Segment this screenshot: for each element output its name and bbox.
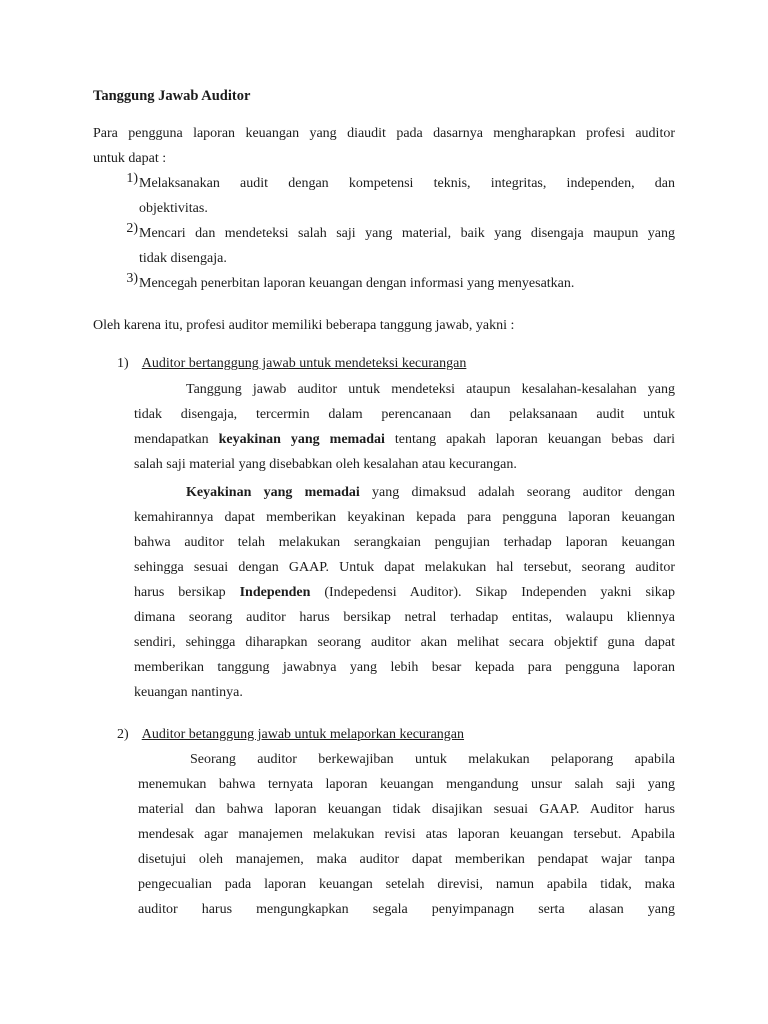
paragraph-line: tidak disengaja, tercermin dalam perencanaan dan pelaksanaan audit untuk [134,407,675,422]
section-title: Auditor bertanggung jawab untuk mendeteksi kecurangan [141,356,467,371]
paragraph-line: mendapatkan keyakinan yang memadai tentang apakah laporan keuangan bebas dari [134,432,675,447]
list-item-line: objektivitas. [139,201,208,216]
paragraph-line: Seorang auditor berkewajiban untuk melakukan pelaporang apabila [190,752,675,767]
paragraph-line: bahwa auditor telah melakukan serangkaian pengujian terhadap laporan keuangan [134,535,675,550]
paragraph-line: sendiri, sehingga diharapkan seorang auditor akan melihat secara objektif guna dapat [134,635,675,650]
paragraph-line: pengecualian pada laporan keuangan setelah direvisi, namun apabila tidak, maka [138,877,675,892]
paragraph-line: sehingga sesuai dengan GAAP. Untuk dapat melakukan hal tersebut, seorang auditor [134,560,675,575]
list-item-line: tidak disengaja. [139,251,227,266]
paragraph-line: material dan bahwa laporan keuangan tidak disajikan sesuai GAAP. Auditor harus [138,802,675,817]
paragraph-line: harus bersikap Independen (Indepedensi Auditor). Sikap Independen yakni sikap [134,585,675,600]
list-number: 2) [126,221,138,236]
paragraph-line: menemukan bahwa ternyata laporan keuangan mengandung unsur salah saji yang [138,777,675,792]
section-number: 2) [117,727,129,742]
list-item-line: Mencari dan mendeteksi salah saji yang material, baik yang disengaja maupun yang [139,226,675,241]
paragraph-line: mendesak agar manajemen melakukan revisi atas laporan keuangan tersebut. Apabila [138,827,675,842]
intro-paragraph [93,121,675,171]
list-number: 1) [126,171,138,186]
list-item [93,171,675,221]
paragraph-line: kemahirannya dapat memberikan keyakinan kepada para pengguna laporan keuangan [134,510,675,525]
transition-sentence: Oleh karena itu, profesi auditor memiliki beberapa tanggung jawab, yakni : [93,318,515,333]
paragraph-line: Tanggung jawab auditor untuk mendeteksi ataupun kesalahan-kesalahan yang [186,382,675,397]
list-item [93,271,675,296]
paragraph-line: memberikan tanggung jawabnya yang lebih besar kepada para pengguna laporan [134,660,675,675]
intro-line: Para pengguna laporan keuangan yang diaudit pada dasarnya mengharapkan profesi auditor [93,126,675,141]
list-item-line: Melaksanakan audit dengan kompetensi teknis, integritas, independen, dan [139,176,675,191]
bold-term: Keyakinan yang memadai [186,485,360,500]
intro-line: untuk dapat : [93,151,167,166]
section-heading-1 [117,351,466,376]
bold-term: keyakinan yang memadai [218,432,385,447]
paragraph-line: auditor harus mengungkapkan segala penyimpanagn serta alasan yang [138,902,675,917]
document-title: Tanggung Jawab Auditor [93,88,251,104]
section-1-paragraph-2 [134,480,675,705]
paragraph-line: salah saji material yang disebabkan oleh kesalahan atau kecurangan. [134,457,517,472]
section-2-paragraph [138,747,675,922]
paragraph-line: keuangan nantinya. [134,685,243,700]
paragraph-line: disetujui oleh manajemen, maka auditor dapat memberikan pendapat wajar tanpa [138,852,675,867]
list-item-line: Mencegah penerbitan laporan keuangan dengan informasi yang menyesatkan. [139,276,575,291]
paragraph-line: dimana seorang auditor harus bersikap netral terhadap entitas, walaupu kliennya [134,610,675,625]
paragraph-line: Keyakinan yang memadai yang dimaksud adalah seorang auditor dengan [186,485,675,500]
section-title: Auditor betanggung jawab untuk melaporkan kecurangan [141,727,465,742]
list-item [93,221,675,271]
section-1-paragraph-1 [134,377,675,477]
list-number: 3) [126,271,138,286]
bold-term: Independen [239,585,311,600]
section-heading-2 [117,722,464,747]
section-number: 1) [117,356,129,371]
expectations-list [93,171,675,296]
